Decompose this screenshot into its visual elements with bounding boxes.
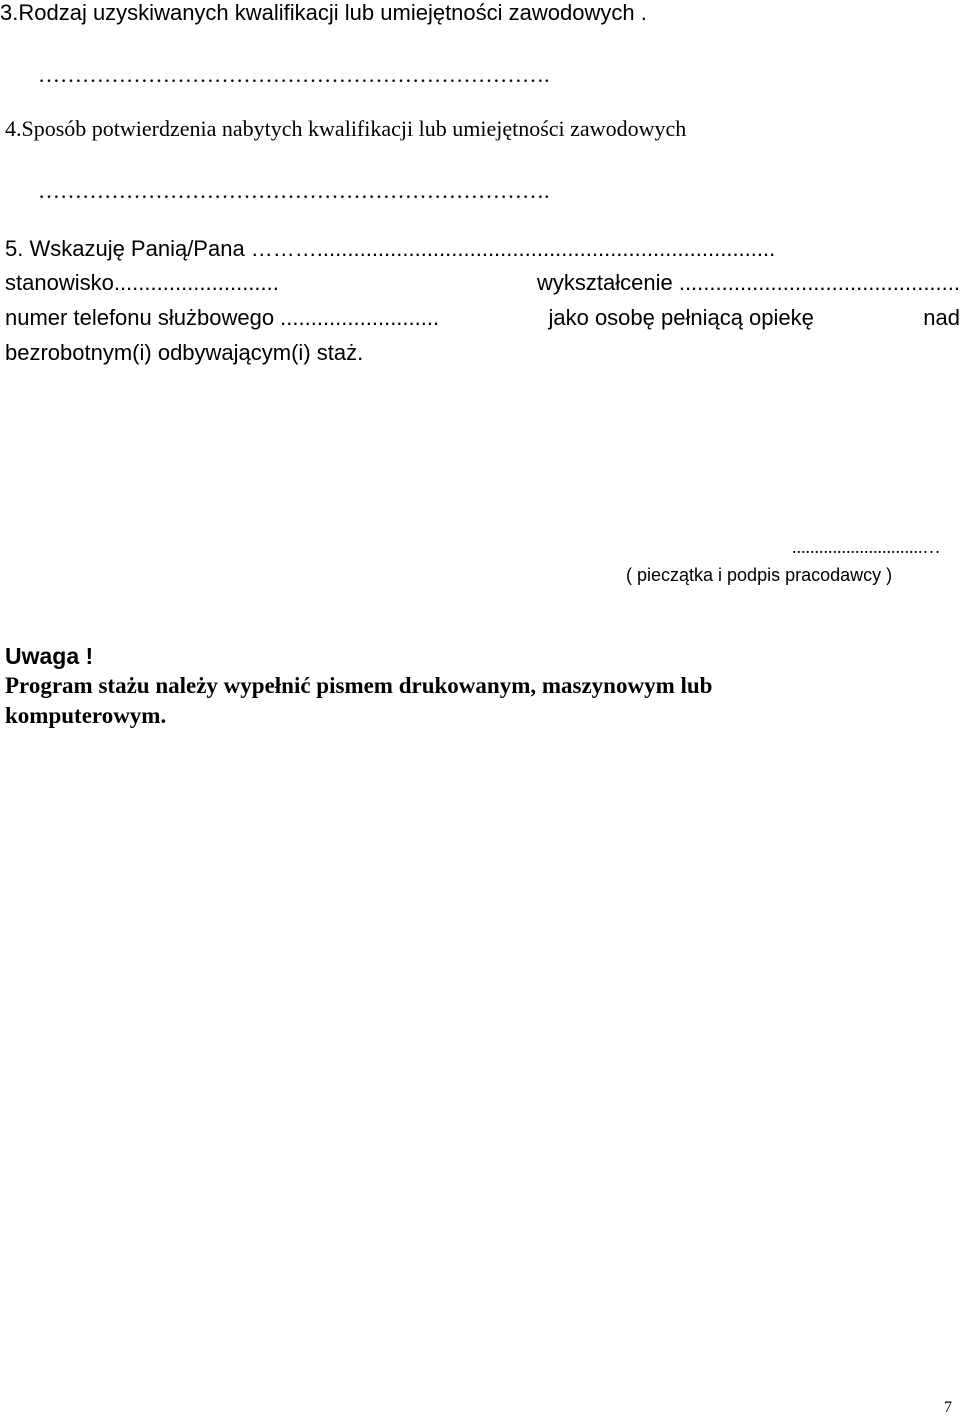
note-heading: Uwaga ! [5, 643, 94, 669]
section5-line-2 [5, 270, 960, 296]
section5-line-1: 5. Wskazuję Panią/Pana ………........................................................................... [5, 236, 776, 261]
page-number: 7 [944, 1399, 952, 1416]
section3-heading: 3.Rodzaj uzyskiwanych kwalifikacji lub umiejętności zawodowych . [0, 0, 647, 25]
wyksztalcenie-field: wykształcenie .............................................. [537, 270, 960, 295]
note-line-1: Program stażu należy wypełnić pismem drukowanym, maszynowym lub [5, 673, 713, 698]
nad-text: nad [923, 305, 960, 330]
section5-line-4: bezrobotnym(i) odbywającym(i) staż. [5, 340, 364, 365]
section4-heading: 4.Sposób potwierdzenia nabytych kwalifikacji lub umiejętności zawodowych [5, 116, 687, 141]
numer-telefonu-field: numer telefonu służbowego .......................... [5, 305, 440, 330]
jako-osobe-text: jako osobę pełniącą opiekę [548, 305, 814, 330]
stanowisko-field: stanowisko........................... [5, 270, 279, 295]
signature-dots: .............................… [792, 537, 941, 557]
signature-caption: ( pieczątka i podpis pracodawcy ) [626, 565, 893, 585]
section3-fill-line: ……………………………………………………………. [38, 62, 550, 87]
note-line-2: komputerowym. [5, 703, 167, 728]
section5-line-3 [5, 305, 960, 331]
section4-fill-line: ……………………………………………………………. [38, 178, 550, 203]
